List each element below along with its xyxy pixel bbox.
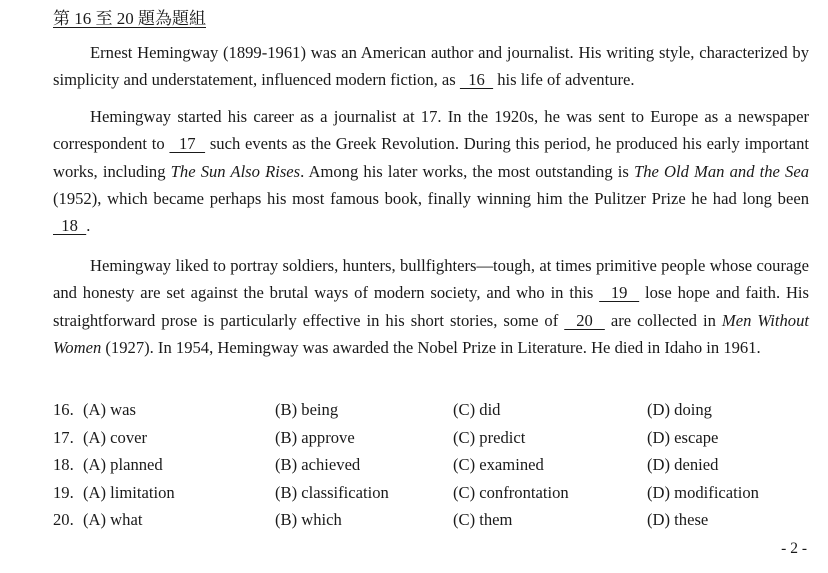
book-title: The Sun Also Rises [170,161,301,181]
option-c[interactable]: (C) predict [453,427,526,447]
option-a[interactable]: (A) was [83,400,136,419]
paragraph-text: . Among his later works, the most outstanding is [300,161,634,181]
paragraph-text: (1952), which became perhaps his most famous book, finally winning him the Pulitzer Prize he had long been [53,188,809,208]
paragraph-text: (1927). In 1954, Hemingway was awarded the Nobel Prize in Literature. He died in Idaho in 1961. [101,337,761,357]
question-number: 20. [53,510,74,529]
option-d[interactable]: (D) denied [647,455,719,474]
paragraph-text: lose hope and faith. His straightforward prose is particularly effective in his short stories, some of [53,283,809,330]
option-c[interactable]: (C) them [453,510,513,529]
option-b[interactable]: (B) being [275,400,339,419]
option-b[interactable]: (B) approve [275,427,355,447]
book-title: Men Without Women [53,310,809,357]
option-c[interactable]: (C) did [453,400,501,419]
question-number: 18. [53,455,74,474]
option-b[interactable]: (B) which [275,510,342,529]
blank-20: 20 [564,310,605,330]
option-b[interactable]: (B) achieved [275,455,361,474]
option-d[interactable]: (D) doing [647,400,712,419]
section-heading: 第 16 至 20 題為題組 [53,9,206,28]
paragraph-text: Hemingway started his career as a journalist at 17. In the 1920s, he was sent to Europe as a newspaper correspondent to [53,107,809,154]
option-a[interactable]: (A) planned [83,455,163,474]
option-a[interactable]: (A) limitation [83,482,175,502]
blank-16: 16 [459,70,494,90]
question-number: 19. [53,482,74,502]
option-c[interactable]: (C) examined [453,455,544,474]
paragraph-text: are collected in [604,310,722,330]
blank-19: 19 [599,283,640,303]
paragraph-2 [53,103,809,239]
question-18-options [53,451,813,479]
page-number: - 2 - [781,540,807,557]
paragraph-1 [53,39,809,94]
answer-options [53,396,813,534]
option-d[interactable]: (D) these [647,510,709,529]
option-b[interactable]: (B) classification [275,482,389,502]
question-number: 16. [53,400,74,419]
option-a[interactable]: (A) cover [83,427,148,447]
paragraph-text: Hemingway liked to portray soldiers, hunters, bullfighters—tough, at times primitive people whose courage and honesty are set against the brutal ways of modern society, and who in this [53,256,809,303]
option-d[interactable]: (D) modification [647,482,759,502]
question-16-options [53,396,813,424]
question-17-options [53,424,813,452]
question-number: 17. [53,427,74,447]
option-c[interactable]: (C) confrontation [453,482,569,502]
paragraph-text: his life of adventure. [493,70,635,90]
paragraph-3 [53,252,809,361]
book-title: The Old Man and the Sea [633,161,810,181]
blank-18: 18 [53,216,87,236]
option-a[interactable]: (A) what [83,510,143,529]
paragraph-text: Ernest Hemingway (1899-1961) was an American author and journalist. His writing style, characterized by simplicity and understatement, influenced modern fiction, as [53,43,809,90]
question-20-options [53,506,813,534]
paragraph-text: . [86,216,91,236]
option-d[interactable]: (D) escape [647,427,719,447]
question-19-options [53,479,813,507]
blank-17: 17 [169,134,206,154]
paragraph-text: such events as the Greek Revolution. During this period, he produced his early important works, including [53,134,810,181]
